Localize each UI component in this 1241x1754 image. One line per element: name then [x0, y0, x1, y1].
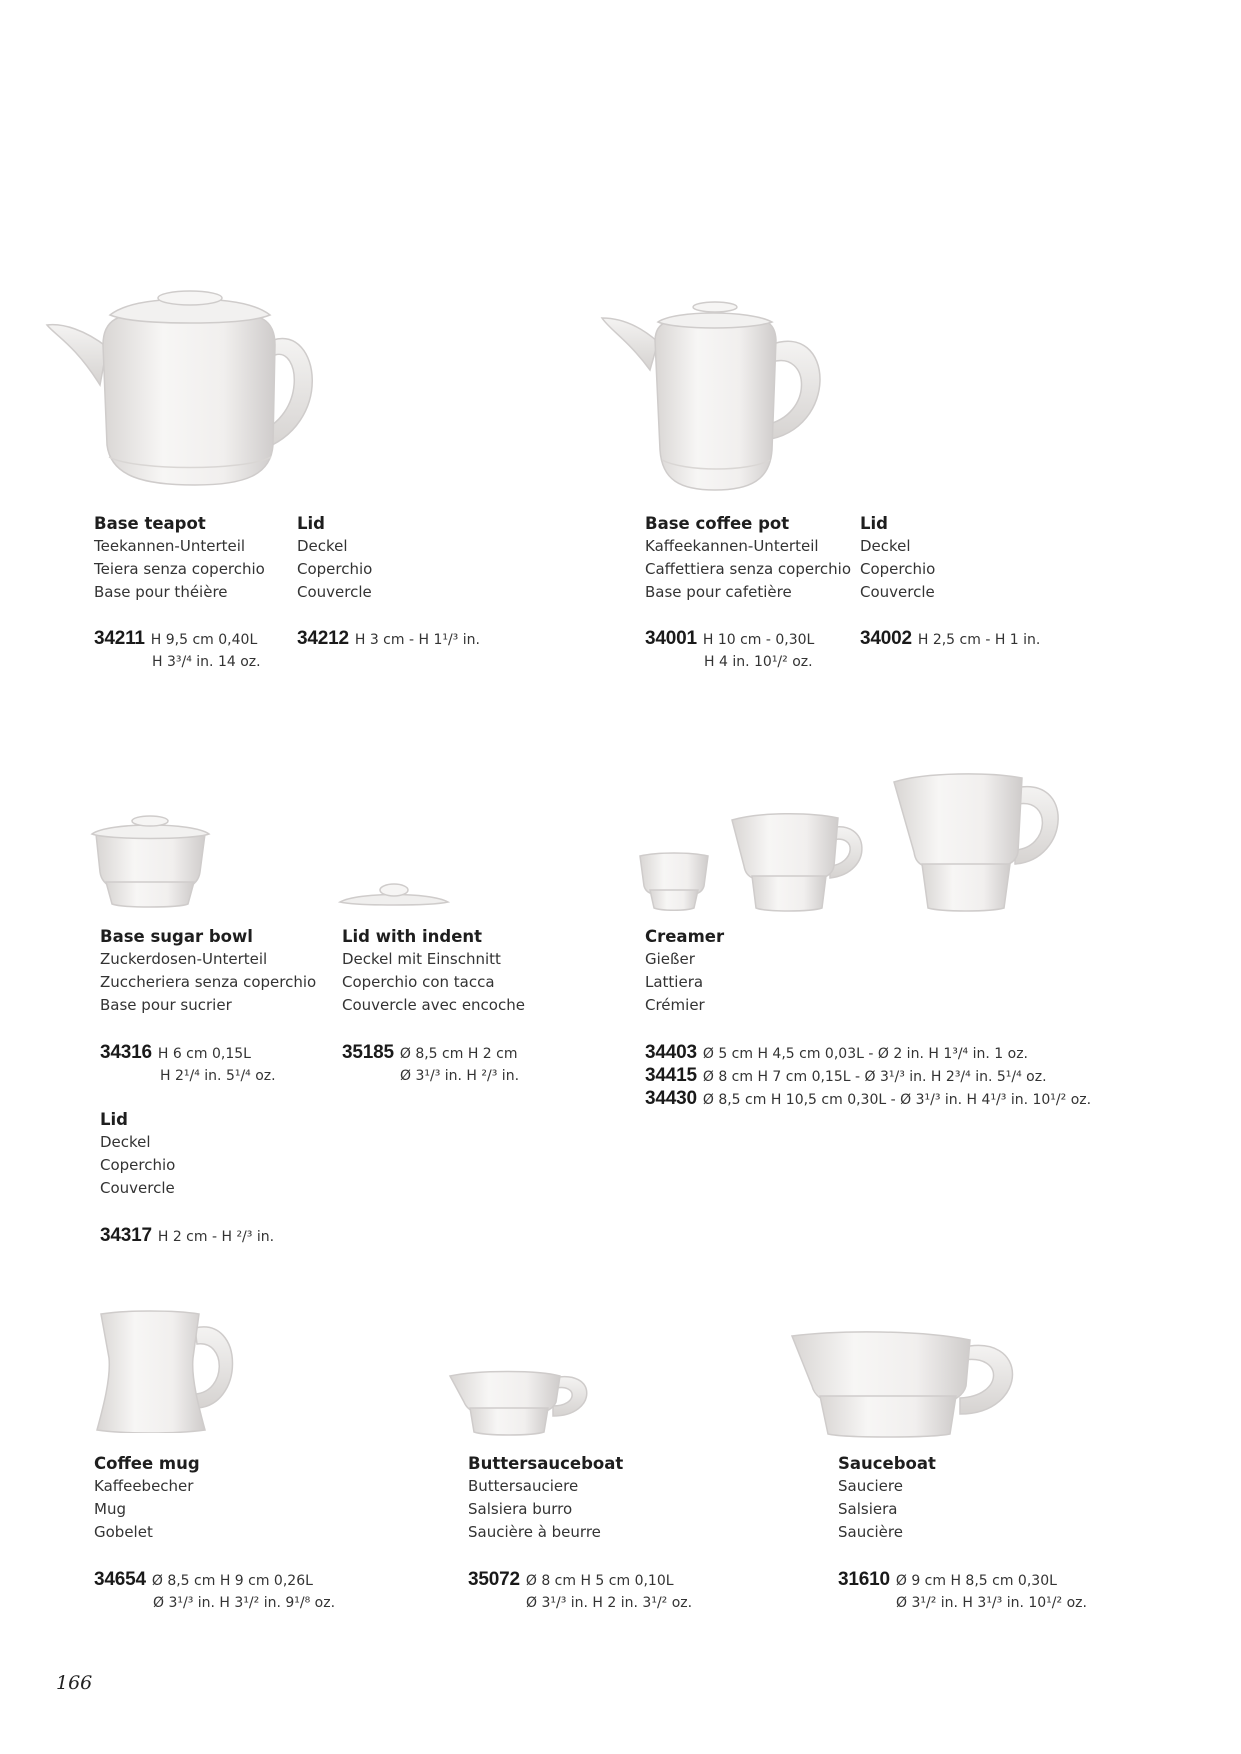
product-name-fr: Base pour sucrier: [100, 996, 232, 1014]
article-number: 34415: [645, 1065, 697, 1086]
article-number: 34001: [645, 628, 697, 649]
coffee-mug-article: [94, 1569, 335, 1614]
product-title: Lid with indent: [342, 927, 483, 946]
product-title: Coffee mug: [94, 1454, 200, 1473]
product-name-de: Buttersauciere: [468, 1477, 579, 1495]
sauceboat-info: [838, 1452, 936, 1544]
product-title: Creamer: [645, 927, 725, 946]
product-name-fr: Saucière à beurre: [468, 1523, 601, 1541]
product-name-fr: Couvercle: [100, 1179, 175, 1197]
article-number: 34211: [94, 628, 145, 649]
product-name-it: Zuccheriera senza coperchio: [100, 973, 317, 991]
product-name-de: Deckel: [100, 1133, 151, 1151]
page-number: 166: [56, 1672, 93, 1694]
sugar-bowl-lid-info: [100, 1108, 175, 1200]
product-name-de: Kaffeebecher: [94, 1477, 194, 1495]
buttersauceboat-image: [448, 1368, 593, 1436]
article-row: [645, 1088, 1091, 1111]
product-name-it: Caffettiera senza coperchio: [645, 560, 852, 578]
product-name-it: Salsiera burro: [468, 1500, 573, 1518]
product-name-de: Deckel: [860, 537, 911, 555]
coffee-pot-article: [645, 628, 814, 673]
creamer-large-image: [890, 770, 1070, 912]
product-title: Base coffee pot: [645, 514, 790, 533]
coffee-pot-lid-article: [860, 628, 1040, 651]
article-spec: H 2,5 cm - H 1 in.: [917, 632, 1041, 648]
article-row: [645, 1065, 1091, 1088]
article-spec-imperial: Ø 3¹/² in. H 3¹/³ in. 10¹/² oz.: [896, 1595, 1087, 1611]
article-spec: Ø 8,5 cm H 9 cm 0,26L: [151, 1573, 313, 1589]
product-title: Base teapot: [94, 514, 206, 533]
article-spec: Ø 8 cm H 7 cm 0,15L - Ø 3¹/³ in. H 2³/⁴ in. 5¹/⁴ oz.: [702, 1069, 1047, 1085]
product-name-fr: Saucière: [838, 1523, 903, 1541]
article-spec: H 9,5 cm 0,40L: [150, 632, 258, 648]
article-spec: Ø 5 cm H 4,5 cm 0,03L - Ø 2 in. H 1³/⁴ in. 1 oz.: [702, 1046, 1029, 1062]
article-number: 35185: [342, 1042, 394, 1063]
creamer-info: [645, 925, 724, 1017]
sugar-bowl-info: [100, 925, 316, 1017]
product-title: Buttersauceboat: [468, 1454, 624, 1473]
article-number: 31610: [838, 1569, 890, 1590]
article-spec: H 2 cm - H ²/³ in.: [157, 1229, 275, 1245]
product-name-it: Teiera senza coperchio: [94, 560, 265, 578]
product-name-it: Coperchio con tacca: [342, 973, 495, 991]
lid-with-indent-image: [338, 878, 450, 908]
product-title: Base sugar bowl: [100, 927, 253, 946]
creamer-articles: [645, 1042, 1091, 1111]
article-number: 34002: [860, 628, 912, 649]
article-number: 34317: [100, 1225, 152, 1246]
article-spec-imperial: H 2¹/⁴ in. 5¹/⁴ oz.: [160, 1068, 276, 1084]
lid-with-indent-article: [342, 1042, 519, 1087]
article-spec-imperial: H 3³/⁴ in. 14 oz.: [152, 654, 261, 670]
product-title: Lid: [860, 514, 888, 533]
product-name-de: Gießer: [645, 950, 695, 968]
coffee-pot-lid-info: [860, 512, 935, 604]
product-name-fr: Base pour théière: [94, 583, 228, 601]
article-spec: H 3 cm - H 1¹/³ in.: [354, 632, 480, 648]
product-name-de: Sauciere: [838, 1477, 903, 1495]
sugar-bowl-image: [88, 812, 213, 910]
coffee-pot-image: [600, 300, 845, 500]
coffee-pot-info: [645, 512, 851, 604]
product-name-fr: Crémier: [645, 996, 705, 1014]
article-spec: Ø 8,5 cm H 10,5 cm 0,30L - Ø 3¹/³ in. H 4¹/³ in. 10¹/² oz.: [702, 1092, 1092, 1108]
article-number: 34654: [94, 1569, 146, 1590]
product-name-it: Coperchio: [100, 1156, 176, 1174]
sauceboat-article: [838, 1569, 1087, 1614]
product-name-fr: Gobelet: [94, 1523, 153, 1541]
product-title: Sauceboat: [838, 1454, 936, 1473]
buttersauceboat-article: [468, 1569, 692, 1614]
product-name-fr: Couvercle avec encoche: [342, 996, 525, 1014]
article-number: 34212: [297, 628, 349, 649]
sauceboat-image: [790, 1330, 1025, 1438]
article-number: 34403: [645, 1042, 697, 1063]
article-spec: H 6 cm 0,15L: [157, 1046, 251, 1062]
article-number: 35072: [468, 1569, 520, 1590]
teapot-image: [45, 285, 325, 500]
article-spec: Ø 8 cm H 5 cm 0,10L: [525, 1573, 674, 1589]
teapot-lid-article: [297, 628, 480, 651]
product-name-it: Coperchio: [297, 560, 373, 578]
article-spec: Ø 8,5 cm H 2 cm: [399, 1046, 518, 1062]
product-name-fr: Base pour cafetière: [645, 583, 792, 601]
coffee-mug-image: [95, 1308, 240, 1433]
article-row: [645, 1042, 1091, 1065]
buttersauceboat-info: [468, 1452, 623, 1544]
article-spec-imperial: Ø 3¹/³ in. H 3¹/² in. 9¹/⁸ oz.: [153, 1595, 336, 1611]
article-spec-imperial: Ø 3¹/³ in. H 2 in. 3¹/² oz.: [526, 1595, 693, 1611]
creamer-medium-image: [730, 808, 880, 912]
product-name-it: Coperchio: [860, 560, 936, 578]
creamer-small-image: [638, 850, 710, 912]
product-name-fr: Couvercle: [860, 583, 935, 601]
article-number: 34430: [645, 1088, 697, 1109]
product-name-de: Deckel: [297, 537, 348, 555]
teapot-lid-info: [297, 512, 372, 604]
coffee-mug-info: [94, 1452, 200, 1544]
product-title: Lid: [100, 1110, 128, 1129]
product-name-it: Salsiera: [838, 1500, 898, 1518]
product-name-it: Mug: [94, 1500, 126, 1518]
product-title: Lid: [297, 514, 325, 533]
product-name-it: Lattiera: [645, 973, 704, 991]
teapot-article: [94, 628, 261, 673]
article-number: 34316: [100, 1042, 152, 1063]
article-spec: H 10 cm - 0,30L: [702, 632, 815, 648]
product-name-de: Kaffeekannen-Unterteil: [645, 537, 819, 555]
product-name-de: Teekannen-Unterteil: [94, 537, 246, 555]
article-spec-imperial: H 4 in. 10¹/² oz.: [704, 654, 813, 670]
article-spec-imperial: Ø 3¹/³ in. H ²/³ in.: [400, 1068, 520, 1084]
sugar-bowl-article: [100, 1042, 276, 1087]
teapot-info: [94, 512, 265, 604]
lid-with-indent-info: [342, 925, 525, 1017]
article-spec: Ø 9 cm H 8,5 cm 0,30L: [895, 1573, 1057, 1589]
sugar-bowl-lid-article: [100, 1225, 274, 1248]
product-name-de: Zuckerdosen-Unterteil: [100, 950, 268, 968]
product-name-de: Deckel mit Einschnitt: [342, 950, 501, 968]
product-name-fr: Couvercle: [297, 583, 372, 601]
